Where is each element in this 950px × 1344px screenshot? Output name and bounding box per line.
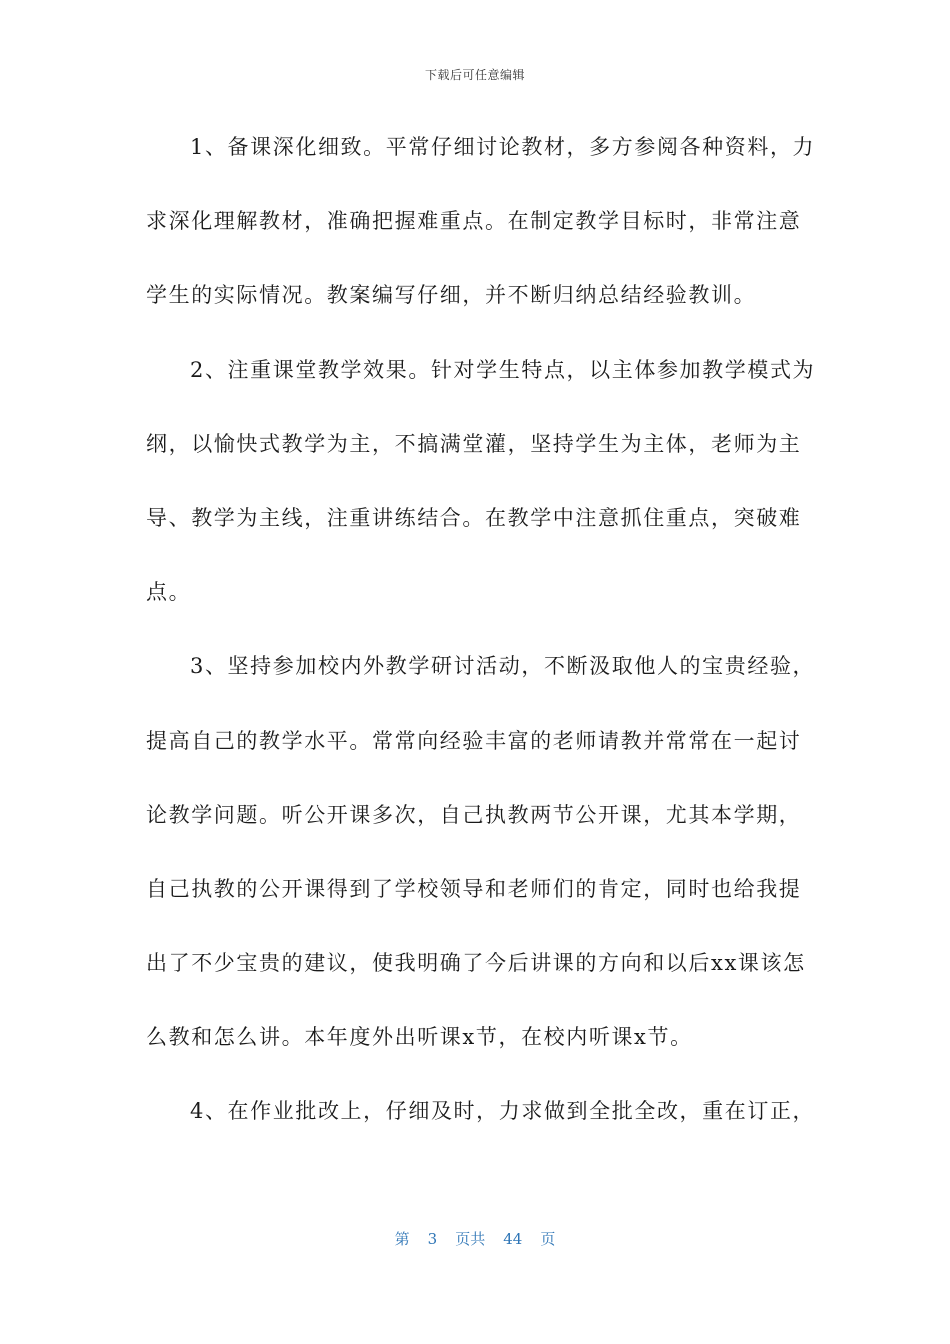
paragraph-1-line-1: 1、备课深化细致。平常仔细讨论教材，多方参阅各种资料，力 [190, 135, 816, 159]
paragraph-1-line-2: 求深化理解教材，准确把握难重点。在制定教学目标时，非常注意 [146, 209, 802, 234]
paragraph-2-line-1: 2、注重课堂教学效果。针对学生特点，以主体参加教学模式为 [190, 357, 816, 382]
paragraph-2-line-3: 导、教学为主线，注重讲练结合。在教学中注意抓住重点，突破难 [146, 505, 802, 530]
paragraph-3-line-4: 自己执教的公开课得到了学校领导和老师们的肯定，同时也给我提 [146, 876, 802, 901]
page-footer [0, 1228, 950, 1249]
paragraph-2-line-2: 纲，以愉快式教学为主，不搞满堂灌，坚持学生为主体，老师为主 [146, 431, 802, 456]
page-header: 下载后可任意编辑 [424, 68, 525, 82]
footer-middle: 页共 [455, 1230, 486, 1248]
document-body [146, 124, 816, 1163]
paragraph-3-line-3: 论教学问题。听公开课多次，自己执教两节公开课，尤其本学期， [146, 802, 802, 827]
paragraph-3-line-6: 么教和怎么讲。本年度外出听课x节，在校内听课x节。 [146, 1025, 693, 1050]
footer-page-number: 3 [427, 1230, 438, 1248]
footer-total-pages: 44 [503, 1230, 523, 1248]
paragraph-3-line-5: 出了不少宝贵的建议，使我明确了今后讲课的方向和以后xx课该怎 [146, 951, 806, 976]
paragraph-3-line-1: 3、坚持参加校内外教学研讨活动，不断汲取他人的宝贵经验， [190, 654, 816, 679]
paragraph-3-line-2: 提高自己的教学水平。常常向经验丰富的老师请教并常常在一起讨 [146, 728, 802, 753]
footer-suffix: 页 [540, 1230, 556, 1248]
paragraph-2-line-4: 点。 [146, 580, 192, 605]
paragraph-1-line-3: 学生的实际情况。教案编写仔细，并不断归纳总结经验教训。 [146, 283, 757, 308]
paragraph-4-line-1: 4、在作业批改上，仔细及时，力求做到全批全改，重在订正， [190, 1099, 816, 1124]
footer-prefix: 第 [394, 1230, 410, 1248]
